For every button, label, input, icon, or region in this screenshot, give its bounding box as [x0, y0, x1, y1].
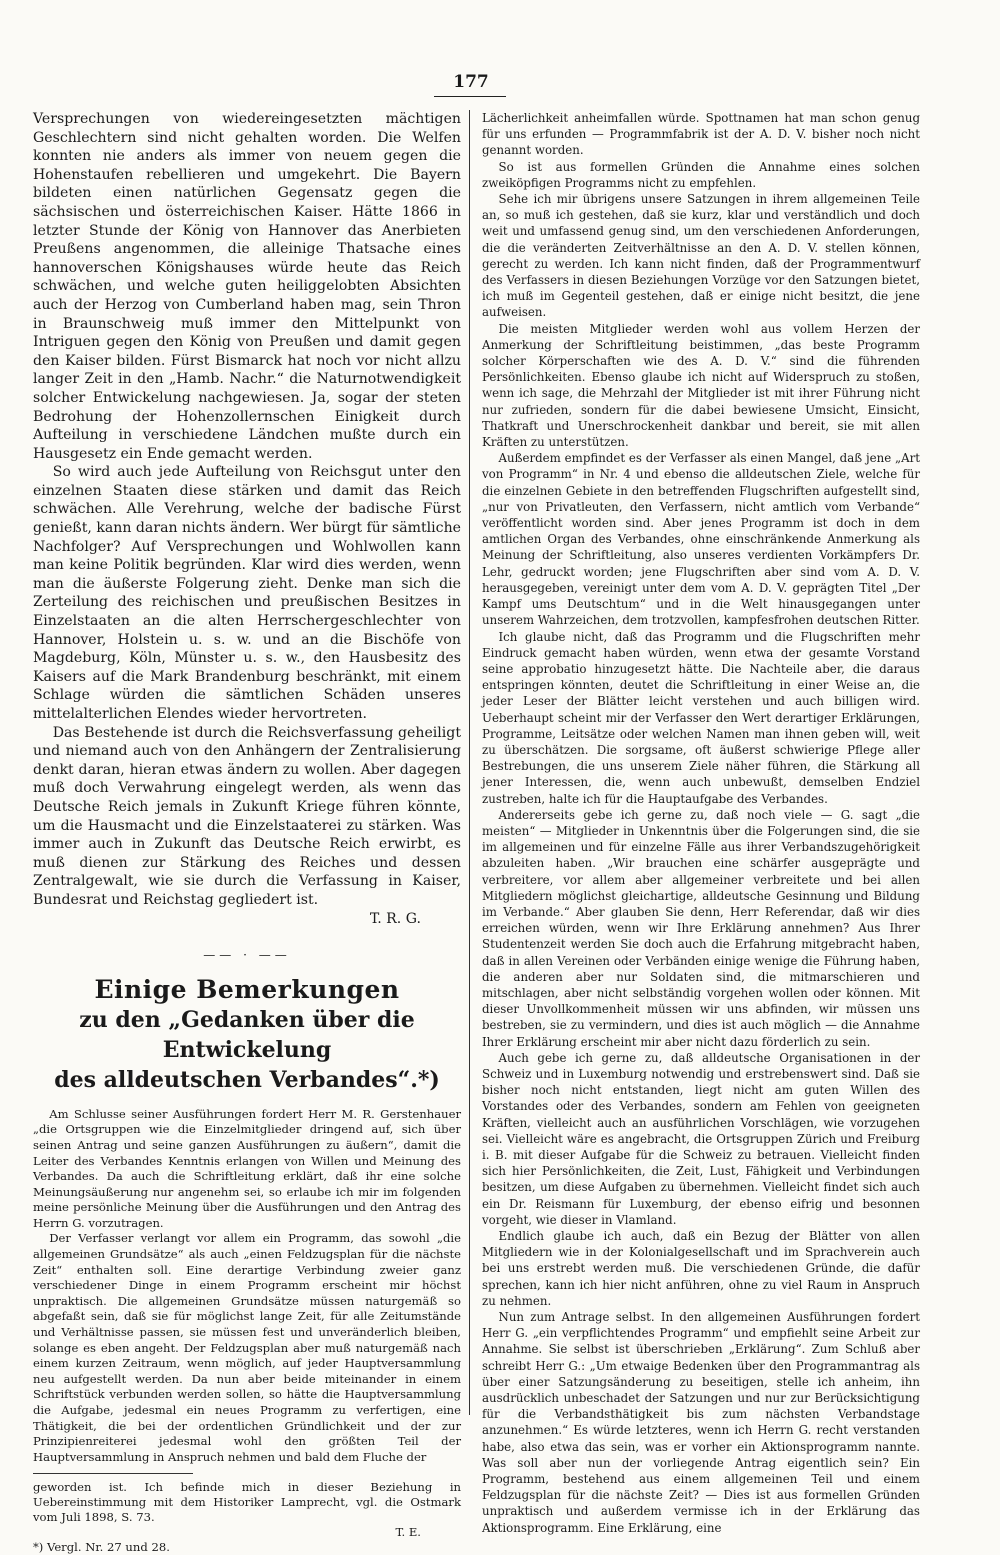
- left-signature: T. R. G.: [369, 910, 421, 927]
- left-paragraph-2: So wird auch jede Aufteilung von Reichsgut unter den einzelnen Staaten diese stärken und damit das Reich schwächen. Alle Verehrung, welche der badische Fürst genießt, kann daran nichts ändern. Wer bürgt für sämtliche Nachfolger? Auf Versprechungen und Wohlwollen kann man keine Politik begründen. Klar wird dies werden, wenn man die äußerste Folgerung zieht. Denke man sich die Zerteilung des reichischen und preußischen Besitzes in Einzelstaaten an die alten Herrschergeschlechter von Hannover, Holstein u. s. w. und an die Bischöfe von Magdeburg, Köln, Münster u. s. w., den Hausbesitz des Kaisers auf die Mark Brandenburg beschränkt, mit einem Schlage würden die sämtlichen Schäden unseres mittelalterlichen Elendes wieder hervortreten.: [33, 464, 461, 722]
- heading-line-1: Einige Bemerkungen: [94, 974, 400, 1004]
- left-paragraph-3: Das Bestehende ist durch die Reichsverfassung geheiligt und niemand auch von den Anhängern der Zentralisierung denkt daran, hieran etwas ändern zu wollen. Aber dagegen muß doch Verwahrung eingelegt werden, als wenn das Deutsche Reich jemals in Zukunft Kriege führen könnte, um die Hausmacht und die Einzelstaaterei zu stärken. Was immer auch in Zukunft das Deutsche Reich erwirbt, es muß dienen zur Stärkung des Reiches und dessen Zentralgewalt, wie sie durch die Verfassung in Kaiser, Bundesrat und Reichstag gegliedert ist.: [33, 724, 461, 908]
- left-paragraph-1: Versprechungen von wiedereingesetzten mächtigen Geschlechtern sind nicht gehalten worden. Die Welfen konnten nie anders als immer von neuem gegen die Hohenstaufen rebellieren und umgekehrt. Die Bayern bildeten einen natürlichen Gegensatz gegen die sächsischen und österreichischen Kaiser. Hätte 1866 in letzter Stunde der König von Hannover das Anerbieten Preußens angenommen, die alleinige Thatsache eines hannoverschen Königshauses würde heute das Reich schwächen, und welche guten heiliggelobten Absichten auch der Herzog von Cumberland haben mag, sein Thron in Braunschweig muß immer den Mittelpunkt von Intriguen gegen den König von Preußen und damit gegen den Kaiser bilden. Fürst Bismarck hat noch vor nicht allzu langer Zeit in den „Hamb. Nachr.“ die Naturnotwendigkeit solcher Entwickelung nachgewiesen. Ja, sogar der steten Bedrohung der Hohenzollernschen Einigkeit durch Aufteilung in verschiedene Ländchen mußte durch ein Hausgesetz ein Ende gemacht werden.: [33, 111, 461, 462]
- right-paragraph-10: Nun zum Antrage selbst. In den allgemeinen Ausführungen fordert Herr G. „ein verpflichtendes Programm“ und empfiehlt seine Arbeit zur Annahme. Sie selbst ist überschrieben „Erklärung“. Zum Schluß aber schreibt Herr G.: „Um etwaige Bedenken über den Programmantrag als über einer Satzungsänderung zu beseitigen, stelle ich anheim, ihn ausdrücklich unbeschadet der Satzungen und nur zur Berücksichtigung für die Verbandsthätigkeit bis zum nächsten Verbandstage anzunehmen.“ Es würde letzteres, wenn ich Herrn G. recht verstanden habe, also etwa das sein, was er vorher ein Aktionsprogramm nannte. Was soll aber nun der vorliegende Antrag eigentlich sein? Ein Programm, bestehend aus einem allgemeinen Teil und einem Feldzugsplan für die nächste Zeit? — Dies ist aus formellen Gründen unpraktisch und außerdem vermisse ich in der Erklärung das Aktionsprogramm. Eine Erklärung, eine: [482, 1310, 920, 1535]
- page-number: 177: [453, 72, 489, 92]
- footnote-continuation: geworden ist. Ich befinde mich in dieser Beziehung in Uebereinstimmung mit dem Historiker Lamprecht, vgl. die Ostmark vom Juli 1898, S. 73.: [33, 1480, 461, 1525]
- article-heading: [33, 975, 461, 1095]
- page-number-rule: [434, 96, 506, 97]
- right-paragraph-3: Sehe ich mir übrigens unsere Satzungen in ihrem allgemeinen Teile an, so muß ich gestehen, daß sie kurz, klar und verständlich und doch weit und umfassend genug sind, um den verschiedenen Anforderungen, die die veränderten Zeitverhältnisse an den A. D. V. stellen können, gerecht zu werden. Ich kann nicht finden, daß der Programmentwurf des Verfassers in diesen Beziehungen Vorzüge vor den Satzungen bietet, ich muß im Gegenteil gestehen, daß er einige nicht besitzt, die jene aufweisen.: [482, 192, 920, 320]
- section-separator: —— · ——: [203, 948, 291, 963]
- column-divider: [469, 110, 470, 1415]
- footnote-signature: T. E.: [395, 1525, 421, 1540]
- article-body: [33, 1107, 461, 1466]
- article-paragraph-2: Der Verfasser verlangt vor allem ein Programm, das sowohl „die allgemeinen Grundsätze“ als auch „einen Feldzugsplan für die nächste Zeit“ enthalten soll. Eine derartige Verbindung zweier ganz verschiedener Dinge in einem Programm erscheint mir höchst unpraktisch. Die allgemeinen Grundsätze müssen naturgemäß so abgefaßt sein, daß sie für möglichst lange Zeit, für alle Zeitumstände und Verhältnisse passen, sie müssen fest und unveränderlich bleiben, solange es eben angeht. Der Feldzugsplan aber muß naturgemäß nach einem kurzen Zeitraum, wenn möglich, auf jeder Hauptversammlung neu aufgestellt werden. Da nun aber beide miteinander in einem Schriftstück verbunden werden sollen, so hätte die Hauptversammlung die Aufgabe, jedesmal ein neues Programm zu verfertigen, eine Thätigkeit, die bei der ordentlichen Gründlichkeit und der zur Prinzipienreiterei jedesmal wohl den größten Teil der Hauptversammlung in Anspruch nehmen und bald dem Fluche der: [33, 1231, 461, 1464]
- right-paragraph-6: Ich glaube nicht, daß das Programm und die Flugschriften mehr Eindruck gemacht haben würden, wenn etwa der gesamte Vorstand seine approbatio hinzugesetzt hätte. Die Nachteile aber, die daraus entspringen könnten, deutet die Schriftleitung in einer Weise an, die jeder Leser der Blätter leicht verstehen und auch billigen wird. Ueberhaupt scheint mir der Verfasser den Wert derartiger Erklärungen, Programme, Leitsätze oder welchen Namen man ihnen geben will, weit zu überschätzen. Die sorgsame, oft äußerst schwierige Pflege aller Bestrebungen, die uns unserem Ziele näher führen, die Stärkung all jener Interessen, die, wenn auch unbewußt, demselben Endziel zustreben, halte ich für die Hauptaufgabe des Verbandes.: [482, 629, 920, 806]
- heading-line-2: zu den „Gedanken über die Entwickelung: [79, 1006, 415, 1063]
- right-paragraph-1: Lächerlichkeit anheimfallen würde. Spottnamen hat man schon genug für uns erfunden — Programmfabrik ist der A. D. V. bisher noch nicht genannt worden.: [482, 111, 920, 158]
- right-paragraph-9: Endlich glaube ich auch, daß ein Bezug der Blätter von allen Mitgliedern wie in der Kolonialgesellschaft und im Sprachverein auch bei uns erstrebt werden muß. Die verschiedenen Gründe, die dafür sprechen, kann ich hier nicht anführen, ohne zu viel Raum in Anspruch zu nehmen.: [482, 1229, 920, 1308]
- right-paragraph-7: Andererseits gebe ich gerne zu, daß noch viele — G. sagt „die meisten“ — Mitglieder in Unkenntnis über die Folgerungen sind, die sie im allgemeinen und für einzelne Fälle aus ihrer Verbandszugehörigkeit abzuleiten haben. „Wir brauchen eine schärfer ausgeprägte und verbreitere, vor allem aber allgemeiner verbreitete und bei allen Mitgliedern möglichst gleichartige, alldeutsche Gesinnung und Bildung im Verbande.“ Aber glauben Sie denn, Herr Referendar, daß wir dies erreichen würden, wenn wir Ihre Erklärung annehmen? Aus Ihrer Studentenzeit werden Sie doch auch die Erfahrung mitgebracht haben, daß in allen Vereinen oder Verbänden einige wenige die Führung haben, die anderen aber nur Soldaten sind, die mitmarschieren und mitschlagen, aber nicht selbständig vorgehen wollen oder können. Mit dieser Unvollkommenheit müssen wir uns abfinden, wir müssen uns bestreben, sie zu vermindern, und dies ist auch möglich — die Annahme Ihrer Erklärung erscheint mir aber nicht dazu förderlich zu sein.: [482, 807, 920, 1049]
- right-paragraph-4: Die meisten Mitglieder werden wohl aus vollem Herzen der Anmerkung der Schriftleitung beistimmen, „das beste Programm solcher Körperschaften wie des A. D. V.“ sind die führenden Persönlichkeiten. Ebenso glaube ich nicht auf Widerspruch zu stoßen, wenn ich sage, die Mehrzahl der Mitglieder ist mit ihrer Führung nicht nur zufrieden, sondern für die dabei bewiesene Umsicht, Einsicht, Thatkraft und Unerschrockenheit dankbar und bereit, sie mit allen Kräften zu unterstützen.: [482, 321, 920, 450]
- right-paragraph-8: Auch gebe ich gerne zu, daß alldeutsche Organisationen in der Schweiz und in Luxemburg notwendig und erstrebenswert sind. Daß sie bisher noch nicht entstanden, liegt nicht am guten Willen des Vorstandes oder des Verbandes, sondern am Fehlen von geeigneten Kräften, vielleicht auch an ausführlichen Vorschlägen, wie vorzugehen sei. Vielleicht wäre es angebracht, die Ortsgruppen Zürich und Freiburg i. B. mit dieser Aufgabe für die Schweiz zu betrauen. Vielleicht finden sich hier Persönlichkeiten, die Zeit, Lust, Fähigkeit und Verbindungen besitzen, um diese Aufgaben zu übernehmen. Vielleicht findet sich auch ein Dr. Reismann für Luxemburg, der ebenso eifrig und besonnen vorgeht, wie dieser in Vlamland.: [482, 1050, 920, 1227]
- right-paragraph-2: So ist aus formellen Gründen die Annahme eines solchen zweiköpfigen Programms nicht zu empfehlen.: [482, 159, 920, 190]
- footnote-block: [33, 1480, 461, 1555]
- article-paragraph-1: Am Schlusse seiner Ausführungen fordert Herr M. R. Gerstenhauer „die Ortsgruppen wie die Einzelmitglieder dringend auf, sich über seinen Antrag und seine ganzen Ausführungen zu äußern“, damit die Leiter des Verbandes Kenntnis erlangen von Willen und Meinung des Verbandes. Da auch die Schriftleitung erklärt, daß ihr eine solche Meinungsäußerung nur angenehm sei, so erlaube ich mir im folgenden meine persönliche Meinung über die Ausführungen und den Antrag des Herrn G. vorzutragen.: [33, 1106, 461, 1230]
- footnote-rule: [33, 1473, 193, 1474]
- heading-line-3: des alldeutschen Verbandes“.*): [54, 1066, 440, 1093]
- right-paragraph-5: Außerdem empfindet es der Verfasser als einen Mangel, daß jene „Art von Programm“ in Nr. 4 und ebenso die alldeutschen Ziele, welche für die einzelnen Gebiete in den betreffenden Flugschriften aufgestellt sind, „nur von Privatleuten, den Verfassern, nicht amtlich vom Verbande“ veröffentlicht worden sind. Aber jenes Programm ist doch in dem amtlichen Organ des Verbandes, ohne einschränkende Anmerkung als Meinung der Schriftleitung, also unseres verdienten Vorkämpfers Dr. Lehr, gedruckt worden; jene Flugschriften aber sind vom A. D. V. herausgegeben, vereinigt unter dem vom A. D. V. geprägten Titel „Der Kampf ums Deutschtum“ und in die Welt hinausgegangen unter unserem Wahrzeichen, dem trotzvollen, kampfesfrohen deutschen Ritter.: [482, 451, 920, 628]
- right-column: [482, 110, 920, 1536]
- footnote-reference: *) Vergl. Nr. 27 und 28.: [33, 1540, 170, 1555]
- left-column: [33, 110, 461, 1555]
